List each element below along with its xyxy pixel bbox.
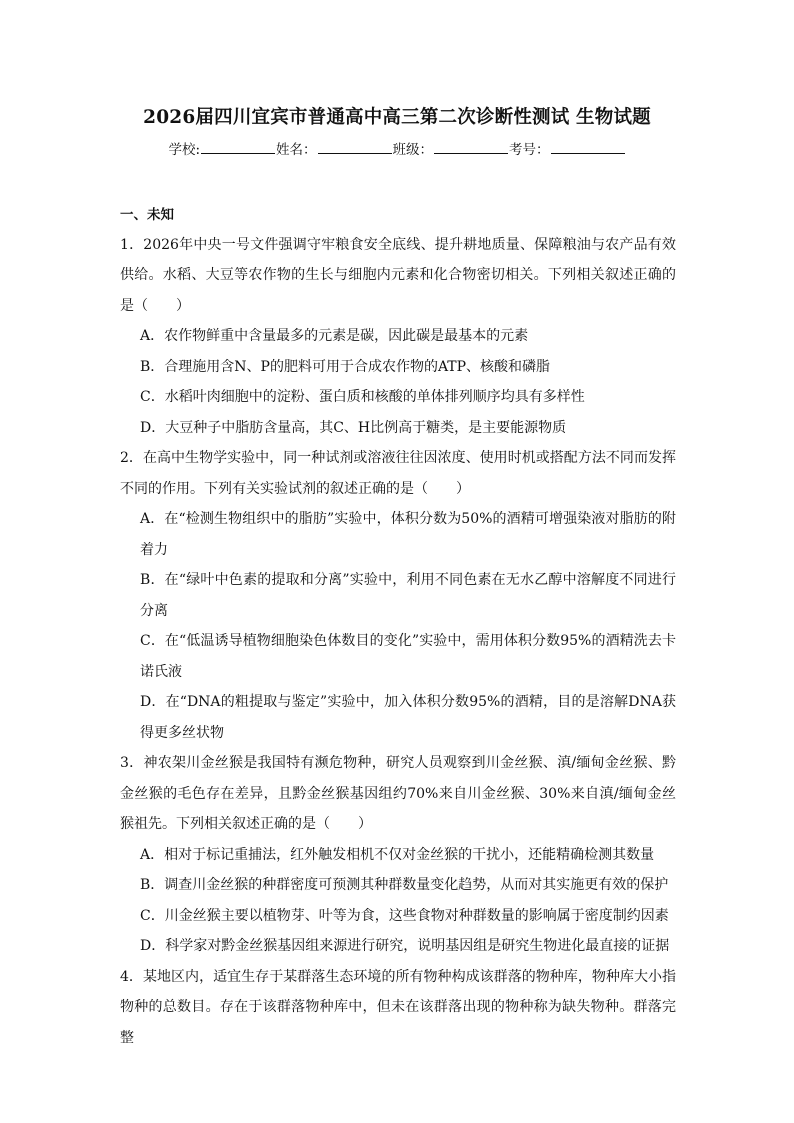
option-b: B．调查川金丝猴的种群密度可预测其种群数量变化趋势，从而对其实施更有效的保护 [140,877,669,893]
question-3 [120,748,676,962]
class-label: 班级： [392,142,434,158]
question-list [120,200,676,1053]
name-blank [318,140,392,154]
question-4 [120,962,676,1054]
question-stem: 1．2026年中央一号文件强调守牢粮食安全底线、提升耕地质量、保障粮油与农产品有效供给。水稻、大豆等农作物的生长与细胞内元素和化合物密切相关。下列相关叙述正确的是（ ） [120,236,676,314]
exam-no-label: 考号： [509,142,550,158]
school-label: 学校: [168,142,201,158]
section-heading: 一、未知 [120,207,174,223]
school-blank [201,140,275,154]
option-a: A．在“检测生物组织中的脂肪”实验中，体积分数为50%的酒精可增强染液对脂肪的附着力 [140,511,676,558]
option-c: C．川金丝猴主要以植物芽、叶等为食，这些食物对种群数量的影响属于密度制约因素 [140,907,669,924]
question-stem: 2．在高中生物学实验中，同一种试剂或溶液往往因浓度、使用时机或搭配方法不同而发挥不同的作用。下列有关实验试剂的叙述正确的是（ ） [120,450,676,497]
option-a: A．相对于标记重捕法，红外触发相机不仅对金丝猴的干扰小，还能精确检测其数量 [140,846,655,863]
name-label: 姓名： [276,142,317,158]
option-a: A．农作物鲜重中含量最多的元素是碳，因此碳是最基本的元素 [140,328,529,344]
question-stem: 3．神农架川金丝猴是我国特有濒危物种，研究人员观察到川金丝猴、滇/缅甸金丝猴、黔金丝猴的毛色存在差异，且黔金丝猴基因组约70%来自川金丝猴、30%来自滇/缅甸金丝猴祖先。下列相关叙述正确的是（ ） [120,755,676,832]
option-b: B．合理施用含N、P的肥料可用于合成农作物的ATP、核酸和磷脂 [140,358,551,375]
option-c: C．在“低温诱导植物细胞染色体数目的变化”实验中，需用体积分数95%的酒精洗去卡诺氏液 [140,633,676,680]
question-1 [120,230,676,444]
option-d: D．在“DNA的粗提取与鉴定”实验中，加入体积分数95%的酒精，目的是溶解DNA获得更多丝状物 [140,694,676,741]
option-d: D．大豆种子中脂肪含量高，其C、H比例高于糖类，是主要能源物质 [140,419,567,436]
page-title: 2026届四川宜宾市普通高中高三第二次诊断性测试 生物试题 [143,107,651,128]
class-blank [434,140,508,154]
student-info-line [0,138,794,158]
option-d: D．科学家对黔金丝猴基因组来源进行研究，说明基因组是研究生物进化最直接的证据 [140,938,670,954]
option-c: C．水稻叶肉细胞中的淀粉、蛋白质和核酸的单体排列顺序均具有多样性 [140,389,585,405]
question-2 [120,443,676,748]
exam-no-blank [551,140,625,154]
option-b: B．在“绿叶中色素的提取和分离”实验中，利用不同色素在无水乙醇中溶解度不同进行分离 [140,572,676,619]
question-stem: 4．某地区内，适宜生存于某群落生态环境的所有物种构成该群落的物种库，物种库大小指物种的总数目。存在于该群落物种库中，但未在该群落出现的物种称为缺失物种。群落完整 [120,968,676,1046]
